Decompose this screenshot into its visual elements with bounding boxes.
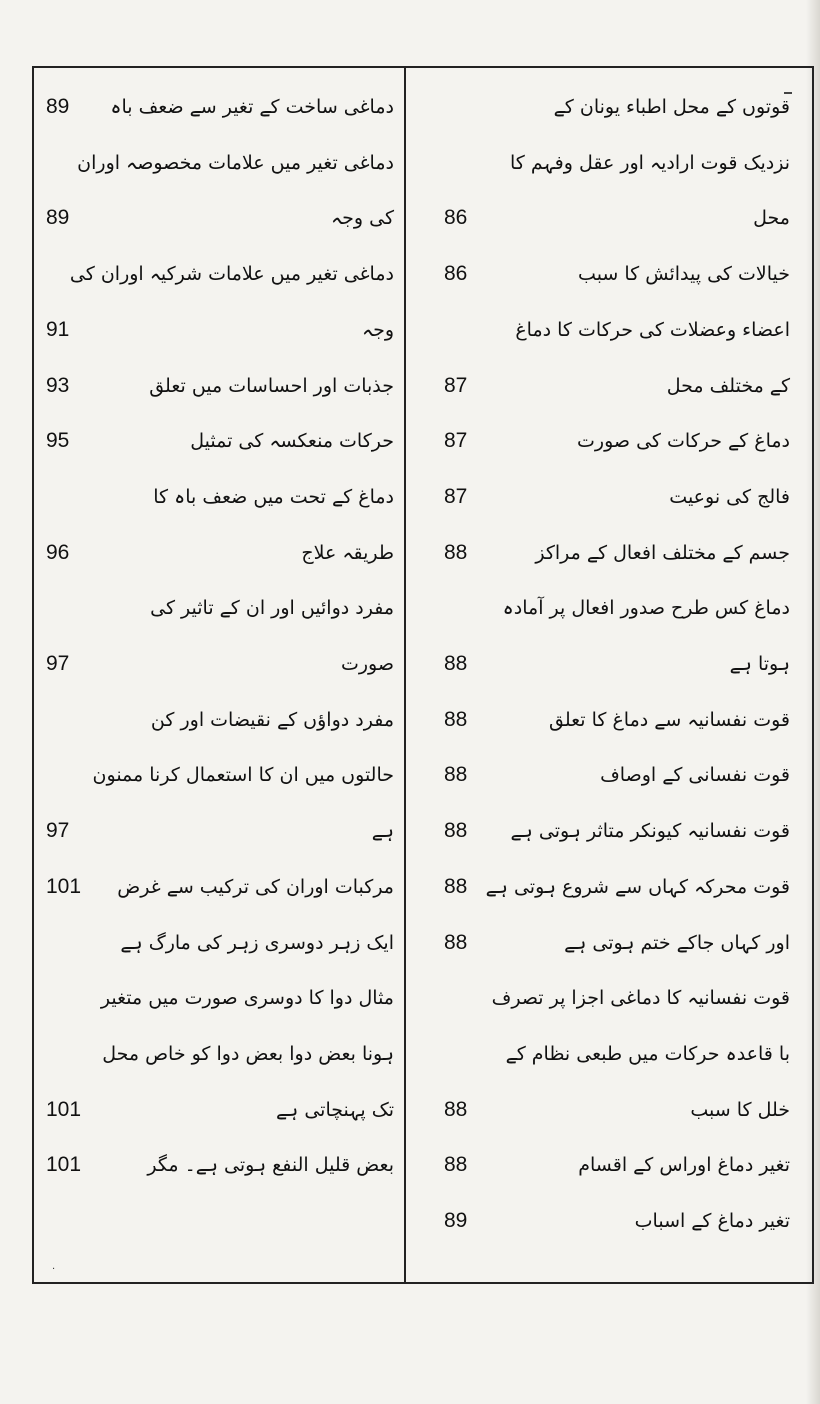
index-entry	[34, 1033, 404, 1077]
entry-title: ہوتا ہے	[729, 653, 790, 675]
index-entry	[406, 810, 816, 854]
index-entry	[406, 1144, 816, 1188]
entry-title: قوتوں کے محل اطباء یونان کے	[553, 96, 790, 118]
entry-page-number: 96	[46, 540, 70, 564]
index-entry	[34, 1144, 404, 1188]
entry-title: قوت نفسانیہ کا دماغی اجزا پر تصرف	[491, 987, 790, 1010]
index-entry	[406, 977, 816, 1021]
entry-title: دماغی تغیر میں علامات شرکیہ اوران کی	[69, 263, 394, 286]
entry-title: بعض قلیل النفع ہوتی ہے۔ مگر	[147, 1154, 394, 1177]
entry-page-number: 101	[46, 1153, 82, 1177]
index-entry	[406, 699, 816, 743]
entry-title: مفرد دواؤں کے نقیضات اور کن	[150, 708, 394, 731]
entry-title: تک پہنچاتی ہے	[276, 1098, 394, 1121]
entry-title: حرکات منعکسہ کی تمثیل	[190, 430, 394, 453]
entry-page-number: 101	[46, 874, 82, 898]
entry-title: خیالات کی پیدائش کا سبب	[578, 263, 790, 286]
entry-page-number: 97	[46, 652, 70, 675]
index-entry	[34, 86, 404, 130]
index-entry	[34, 253, 404, 297]
entry-title: خلل کا سبب	[690, 1098, 790, 1121]
entry-title: مرکبات اوران کی ترکیب سے غرض	[117, 875, 394, 898]
entry-page-number: 88	[444, 1097, 468, 1121]
index-entry	[406, 1200, 816, 1244]
entry-title: محل	[753, 207, 790, 230]
entry-page-number: 91	[46, 317, 70, 341]
index-entry	[34, 643, 404, 687]
entry-page-number: 97	[46, 819, 70, 843]
index-entry	[406, 142, 816, 186]
entry-title: دماغی تغیر میں علامات مخصوصہ اوران	[77, 151, 394, 174]
entry-title: دماغی ساخت کے تغیر سے ضعف باہ	[110, 96, 394, 118]
entry-title: ہے	[371, 820, 394, 843]
entry-title: صورت	[340, 653, 394, 675]
index-entry	[34, 532, 404, 576]
entry-page-number: 88	[444, 707, 468, 731]
index-entry	[406, 309, 816, 353]
index-entry	[34, 754, 404, 798]
right-column	[406, 68, 816, 1282]
index-entry	[406, 253, 816, 297]
index-entry	[406, 643, 816, 687]
entry-title: جسم کے مختلف افعال کے مراکز	[535, 541, 790, 564]
entry-title: کی وجہ	[331, 207, 394, 230]
entry-title: جذبات اور احساسات میں تعلق	[149, 374, 394, 397]
entry-title: قوت نفسانی کے اوصاف	[600, 764, 790, 787]
entry-page-number: 88	[444, 819, 468, 843]
index-entry	[406, 420, 816, 464]
entry-page-number: 88	[444, 540, 468, 564]
index-entry	[406, 476, 816, 520]
index-entry	[34, 866, 404, 910]
index-entry	[406, 1089, 816, 1133]
entry-title: با قاعدہ حرکات میں طبعی نظام کے	[505, 1042, 790, 1065]
entry-page-number: 88	[444, 930, 468, 954]
index-entry	[406, 754, 816, 798]
index-entry	[34, 1089, 404, 1133]
index-entry	[406, 365, 816, 409]
entry-title: ہونا بعض دوا بعض دوا کو خاص محل	[102, 1042, 394, 1065]
entry-title: طریقہ علاج	[301, 541, 394, 564]
index-entry	[406, 866, 816, 910]
entry-page-number: 88	[444, 1153, 468, 1177]
entry-title: قوت محرکہ کہاں سے شروع ہوتی ہے	[485, 875, 790, 898]
index-entry	[34, 922, 404, 966]
index-entry	[34, 587, 404, 631]
entry-page-number: 87	[444, 429, 468, 453]
entry-title: تغیر دماغ کے اسباب	[634, 1210, 790, 1232]
index-entry	[34, 810, 404, 854]
index-entry	[406, 922, 816, 966]
index-entry	[34, 476, 404, 520]
entry-title: تغیر دماغ اوراس کے اقسام	[578, 1154, 790, 1177]
index-entry	[34, 365, 404, 409]
index-entry	[406, 197, 816, 241]
index-entry	[34, 197, 404, 241]
entry-title: ایک زہر دوسری زہر کی مارگ ہے	[120, 931, 394, 954]
entry-title: حالتوں میں ان کا استعمال کرنا ممنون	[92, 764, 394, 787]
index-entry	[34, 420, 404, 464]
index-entry	[34, 309, 404, 353]
index-entry	[34, 142, 404, 186]
entry-title: نزدیک قوت ارادیہ اور عقل وفہم کا	[510, 151, 790, 174]
entry-page-number: 89	[46, 206, 70, 230]
index-entry	[406, 532, 816, 576]
entry-title: دماغ کے تحت میں ضعف باہ کا	[153, 485, 394, 508]
index-entry	[406, 587, 816, 631]
index-entry	[34, 977, 404, 1021]
entry-title: قوت نفسانیہ کیونکر متاثر ہوتی ہے	[510, 820, 790, 843]
entry-page-number: 89	[46, 95, 70, 118]
entry-title: مفرد دوائیں اور ان کے تاثیر کی	[150, 597, 394, 620]
entry-page-number: 86	[444, 262, 468, 286]
entry-page-number: 86	[444, 206, 468, 230]
index-entry	[34, 699, 404, 743]
entry-page-number: 88	[444, 763, 468, 787]
entry-page-number: 101	[46, 1097, 82, 1121]
entry-title: دماغ کس طرح صدور افعال پر آمادہ	[502, 597, 790, 620]
entry-page-number: 87	[444, 484, 468, 508]
entry-title: مثال دوا کا دوسری صورت میں متغیر	[100, 987, 394, 1010]
entry-title: اعضاء وعضلات کی حرکات کا دماغ	[515, 318, 790, 341]
entry-page-number: 88	[444, 874, 468, 898]
entry-title: قوت نفسانیہ سے دماغ کا تعلق	[548, 708, 790, 731]
entry-page-number: 95	[46, 429, 70, 453]
entry-title: اور کہاں جاکے ختم ہوتی ہے	[564, 931, 790, 954]
index-entry	[406, 1033, 816, 1077]
entry-title: دماغ کے حرکات کی صورت	[577, 430, 790, 453]
entry-title: فالج کی نوعیت	[669, 485, 790, 508]
entry-page-number: 88	[444, 652, 468, 675]
entry-page-number: 87	[444, 373, 468, 397]
entry-title: کے مختلف محل	[666, 374, 790, 397]
entry-title: وجہ	[361, 318, 394, 341]
entry-page-number: 89	[444, 1209, 468, 1232]
index-entry	[406, 86, 816, 130]
left-column	[34, 68, 404, 1282]
stray-ink-mark: ·	[52, 1264, 56, 1275]
index-table-frame	[32, 66, 814, 1284]
entry-page-number: 93	[46, 373, 70, 397]
